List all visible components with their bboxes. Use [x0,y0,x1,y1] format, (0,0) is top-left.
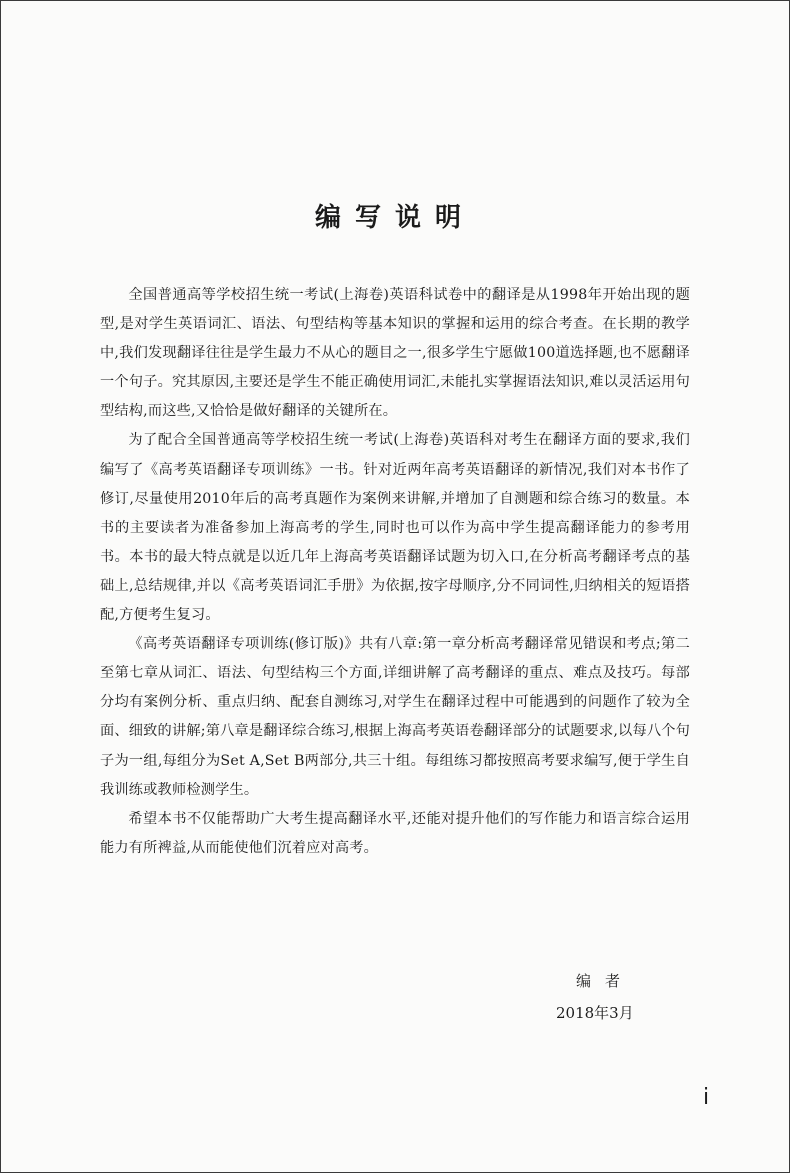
page-number: i [703,1085,710,1110]
paragraph-2: 为了配合全国普通高等学校招生统一考试(上海卷)英语科对考生在翻译方面的要求,我们编写了《高考英语翻译专项训练》一书。针对近两年高考英语翻译的新情况,我们对本书作了修订,尽量使用2010年后的高考真题作为案例来讲解,并增加了自测题和综合练习的数量。本书的主要读者为准备参加上海高考的学生,同时也可以作为高中学生提高翻译能力的参考用书。本书的最大特点就是以近几年上海高考英语翻译试题为切入口,在分析高考翻译考点的基础上,总结规律,并以《高考英语词汇手册》为依据,按字母顺序,分不同词性,归纳相关的短语搭配,方便考生复习。 [100,432,690,624]
paragraph-1: 全国普通高等学校招生统一考试(上海卷)英语科试卷中的翻译是从1998年开始出现的题型,是对学生英语词汇、语法、句型结构等基本知识的掌握和运用的综合考查。在长期的教学中,我们发现翻译往往是学生最力不从心的题目之一,很多学生宁愿做100道选择题,也不愿翻译一个句子。究其原因,主要还是学生不能正确使用词汇,未能扎实掌握语法知识,难以灵活运用句型结构,而这些,又恰恰是做好翻译的关键所在。 [100,287,690,420]
page-title: 编写说明 [314,203,475,234]
paragraph-3: 《高考英语翻译专项训练(修订版)》共有八章:第一章分析高考翻译常见错误和考点;第二至第七章从词汇、语法、句型结构三个方面,详细讲解了高考翻译的重点、难点及技巧。每部分均有案例分析、重点归纳、配套自测练习,对学生在翻译过程中可能遇到的问题作了较为全面、细致的讲解;第八章是翻译综合练习,根据上海高考英语卷翻译部分的试题要求,以每八个句子为一组,每组分为Set A,Set B两部分,共三十组。每组练习都按照高考要求编写,便于学生自我训练或教师检测学生。 [100,636,690,798]
paragraph-4: 希望本书不仅能帮助广大考生提高翻译水平,还能对提升他们的写作能力和语言综合运用能力有所裨益,从而能使他们沉着应对高考。 [100,810,690,856]
body-text [100,281,690,863]
author-signature: 编者 [576,972,635,990]
publication-date: 2018年3月 [556,1004,634,1022]
